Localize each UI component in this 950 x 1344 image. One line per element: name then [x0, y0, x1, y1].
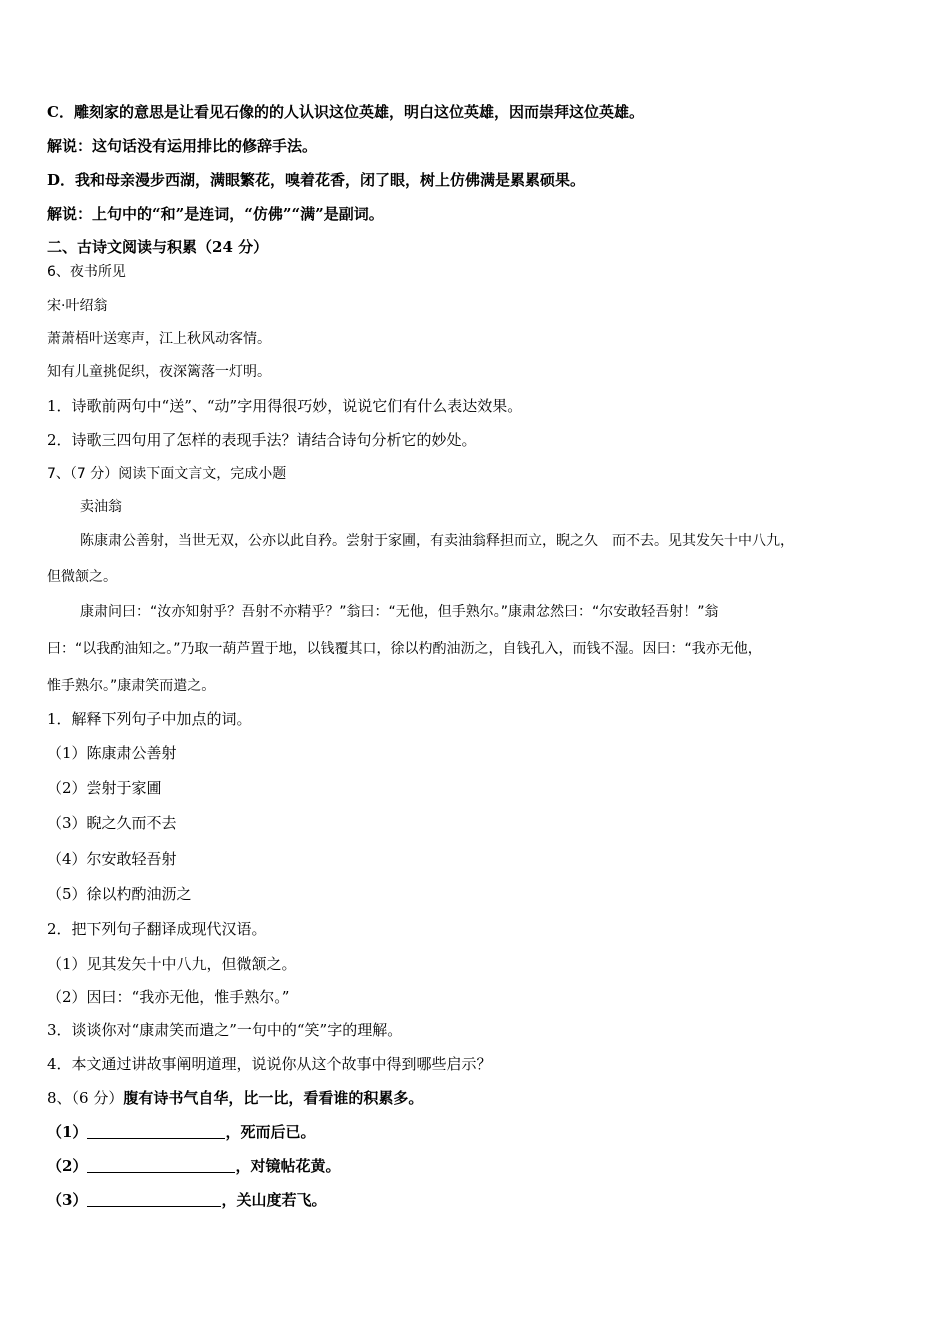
- option-d: D．我和母亲漫步西湖，满眼繁花，嗅着花香，闭了眼，树上仿佛满是累累硕果。: [47, 171, 586, 189]
- q7-q1-title: 1．解释下列句子中加点的词。: [47, 710, 252, 728]
- q8-item-3: [47, 1190, 326, 1210]
- q7-q1-item-4: （4）尔安敢轻吾射: [47, 850, 177, 868]
- q7-para2-line2: 曰：“以我酌油知之。”乃取一葫芦置于地，以钱覆其口，徐以杓酌油沥之，自钱孔入，而钱不湿。因曰：“我亦无他，: [47, 641, 762, 657]
- q7-q4: 4．本文通过讲故事阐明道理，说说你从这个故事中得到哪些启示？: [47, 1055, 492, 1073]
- q8-title: 腹有诗书气自华，比一比，看看谁的积累多。: [123, 1089, 424, 1107]
- q6-author: 宋·叶绍翁: [47, 298, 108, 314]
- q8-item-1-blank[interactable]: [87, 1122, 225, 1139]
- q8-item-3-num: （3）: [47, 1191, 88, 1209]
- q7-para1-line1: 陈康肃公善射，当世无双，公亦以此自矜。尝射于家圃，有卖油翁释担而立，睨之久 而不去。见其发矢十中八九，: [80, 533, 794, 549]
- q8-item-2-blank[interactable]: [87, 1156, 235, 1173]
- q7-q2-title: 2．把下列句子翻译成现代汉语。: [47, 920, 267, 938]
- part2-heading: 二、古诗文阅读与积累（24 分）: [47, 238, 269, 256]
- q7-para1-line2: 但微颔之。: [47, 569, 117, 585]
- note-c: 解说：这句话没有运用排比的修辞手法。: [47, 137, 318, 155]
- q7-q1-item-5: （5）徐以杓酌油沥之: [47, 885, 192, 903]
- q8-item-3-tail: ，关山度若飞。: [221, 1191, 327, 1209]
- q6-sub-2: 2．诗歌三四句用了怎样的表现手法？请结合诗句分析它的妙处。: [47, 431, 477, 449]
- q8-item-3-blank[interactable]: [87, 1190, 221, 1207]
- q7-text-title: 卖油翁: [80, 499, 122, 515]
- q8-item-1: [47, 1122, 315, 1142]
- q7-q3: 3．谈谈你对“康肃笑而遣之”一句中的“笑”字的理解。: [47, 1021, 403, 1039]
- q8-heading: [47, 1088, 423, 1108]
- q8-item-1-tail: ，死而后已。: [225, 1123, 316, 1141]
- q6-sub-1: 1．诗歌前两句中“送”、“动”字用得很巧妙，说说它们有什么表达效果。: [47, 397, 523, 415]
- q7-title: 7、（7 分）阅读下面文言文，完成小题: [47, 466, 287, 482]
- q7-q2-item-1: （1）见其发矢十中八九，但微颔之。: [47, 955, 297, 973]
- q8-item-1-num: （1）: [47, 1123, 88, 1141]
- q8-item-2-tail: ，对镜帖花黄。: [235, 1157, 341, 1175]
- q8-item-2: [47, 1156, 340, 1176]
- q6-verse-2: 知有儿童挑促织，夜深篱落一灯明。: [47, 364, 271, 380]
- q7-q2-item-2: （2）因曰：“我亦无他，惟手熟尔。”: [47, 988, 290, 1006]
- option-c: C．雕刻家的意思是让看见石像的的人认识这位英雄，明白这位英雄，因而崇拜这位英雄。: [47, 103, 644, 121]
- q8-item-2-num: （2）: [47, 1157, 88, 1175]
- note-d: 解说：上句中的“和”是连词，“仿佛”“满”是副词。: [47, 205, 384, 223]
- q7-q1-item-2: （2）尝射于家圃: [47, 779, 162, 797]
- q6-verse-1: 萧萧梧叶送寒声，江上秋风动客情。: [47, 331, 271, 347]
- q7-para2-line3: 惟手熟尔。”康肃笑而遣之。: [47, 678, 216, 694]
- q7-para2-line1: 康肃问曰：“汝亦知射乎？吾射不亦精乎？”翁曰：“无他，但手熟尔。”康肃忿然曰：“尔安敢轻吾射！”翁: [80, 604, 719, 620]
- q6-title: 6、夜书所见: [47, 264, 126, 280]
- q7-q1-item-1: （1）陈康肃公善射: [47, 744, 177, 762]
- q7-q1-item-3: （3）睨之久而不去: [47, 814, 177, 832]
- q8-prefix: 8、（6 分）: [47, 1089, 124, 1107]
